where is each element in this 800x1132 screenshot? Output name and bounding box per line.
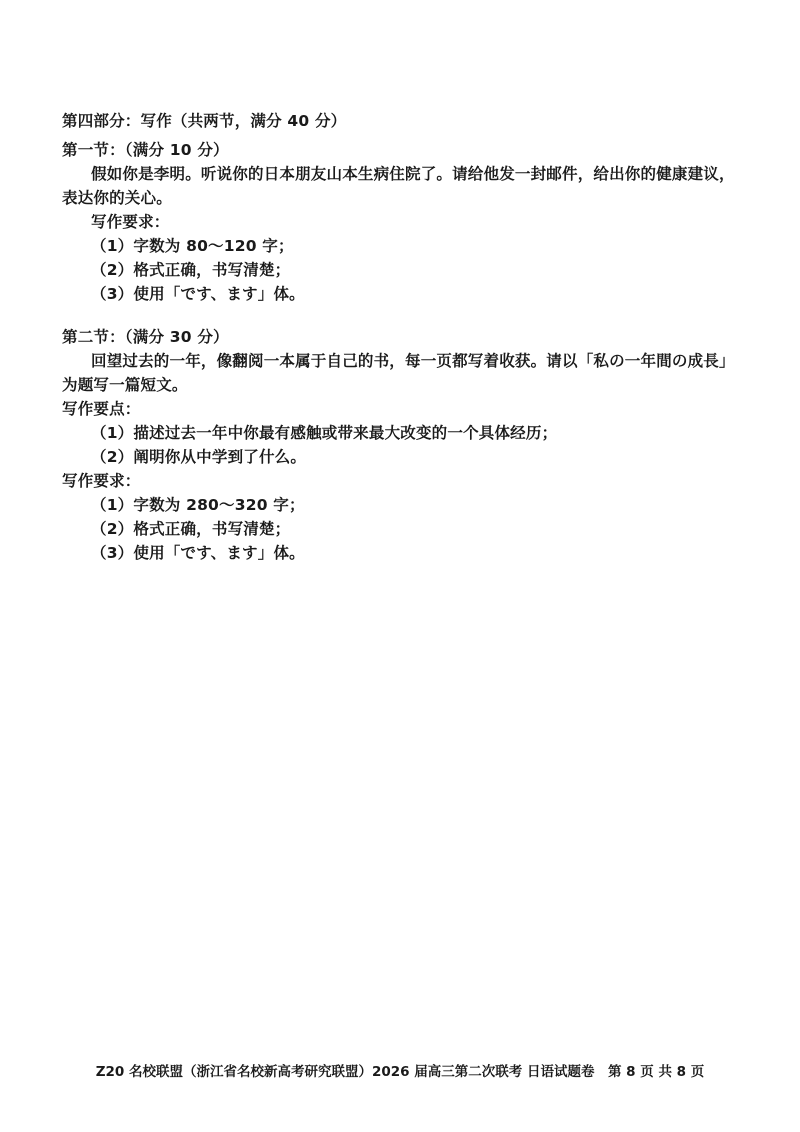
section2-requirements-title: 写作要求：	[62, 472, 141, 490]
section2-points-title: 写作要点：	[62, 400, 141, 418]
section1-prompt-line2: 表达你的关心。	[62, 189, 172, 207]
page-footer: Z20 名校联盟（浙江省名校新高考研究联盟）2026 届高三第二次联考 日语试题卷 第 8 页 共 8 页	[95, 1064, 705, 1080]
part4-heading: 第四部分：写作（共两节，满分 40 分）	[62, 112, 347, 130]
section1-heading: 第一节：（满分 10 分）	[62, 141, 229, 159]
section2-requirement-3: （3）使用「です、ます」体。	[91, 544, 305, 562]
section2-requirement-1: （1）字数为 280～320 字；	[91, 496, 305, 514]
section2-heading: 第二节：（满分 30 分）	[62, 328, 229, 346]
section2-point-1: （1）描述过去一年中你最有感触或带来最大改变的一个具体经历；	[91, 424, 558, 442]
section2-prompt-line1: 回望过去的一年，像翻阅一本属于自己的书，每一页都写着收获。请以「私の一年間の成長」	[91, 352, 735, 370]
section1-requirement-1: （1）字数为 80～120 字；	[91, 237, 294, 255]
section1-requirements-title: 写作要求：	[91, 213, 170, 231]
section2-requirement-2: （2）格式正确，书写清楚；	[91, 520, 291, 538]
section2-point-2: （2）阐明你从中学到了什么。	[91, 448, 307, 466]
section1-requirement-2: （2）格式正确，书写清楚；	[91, 261, 291, 279]
section2-prompt-line2: 为题写一篇短文。	[62, 376, 188, 394]
section1-prompt-line1: 假如你是李明。听说你的日本朋友山本生病住院了。请给他发一封邮件，给出你的健康建议，	[91, 165, 735, 183]
section1-requirement-3: （3）使用「です、ます」体。	[91, 285, 305, 303]
